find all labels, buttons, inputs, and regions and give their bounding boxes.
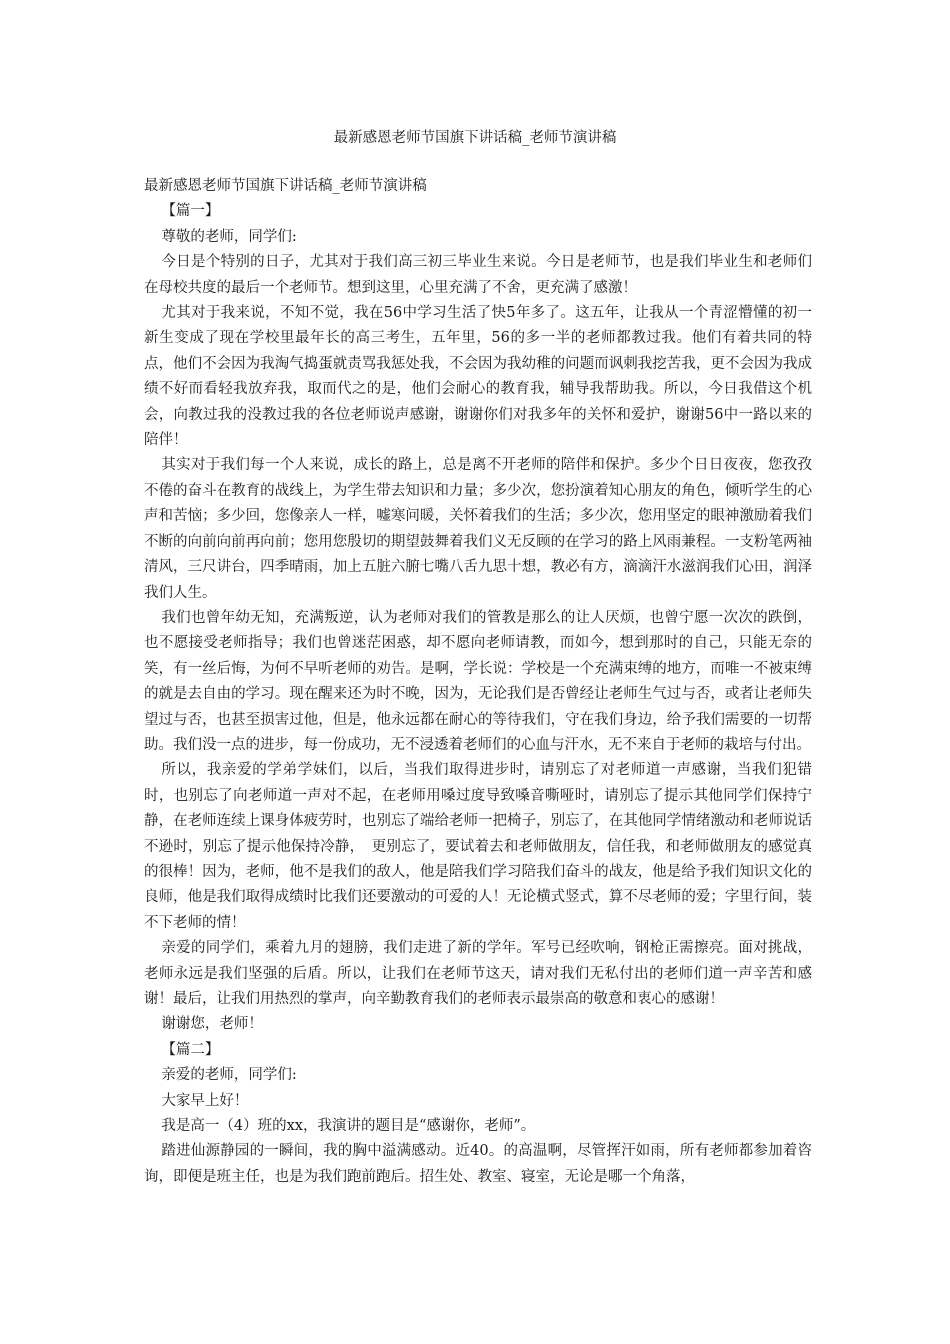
paragraph: 亲爱的同学们，乘着九月的翅膀，我们走进了新的学年。军号已经吹响，钢枪正需擦亮。面对挑战，老师永远是我们坚强的后盾。所以，让我们在老师节这天，请对我们无私付出的老师们道一声辛苦和感谢！最后，让我们用热烈的掌声，向辛勤教育我们的老师表示最崇高的敬意和衷心的感谢！ xyxy=(144,940,812,1007)
paragraph: 踏进仙源静园的一瞬间，我的胸中溢满感动。近40。的高温啊，尽管挥汗如雨，所有老师都参加着咨询，即便是班主任，也是为我们跑前跑后。招生处、教室、寝室，无论是哪一个角落， xyxy=(144,1143,812,1185)
paragraph: 今日是个特别的日子，尤其对于我们高三初三毕业生来说。今日是老师节，也是我们毕业生和老师们在母校共度的最后一个老师节。想到这里，心里充满了不舍，更充满了感激！ xyxy=(144,254,812,296)
paragraph: 所以，我亲爱的学弟学妹们，以后，当我们取得进步时，请别忘了对老师道一声感谢，当我们犯错时，也别忘了向老师道一声对不起，在老师用嗓过度导致嗓音嘶哑时，请别忘了提示其他同学们保持宁静，在老师连续上课身体疲劳时，也别忘了端给老师一把椅子，别忘了，在其他同学情绪激动和老师说话不逊时，别忘了提示他保持冷静， 更别忘了，要试着去和老师做朋友，信任我，和老师做朋友的感觉真的很棒！因为，老师，他不是我们的敌人，他是陪我们学习陪我们奋斗的战友，他是给予我们知识文化的良师，他是我们取得成绩时比我们还要激动的可爱的人！无论横式竖式，算不尽老师的爱；字里行间，装不下老师的情！ xyxy=(144,762,812,931)
document-title: 最新感恩老师节国旗下讲话稿_老师节演讲稿 xyxy=(333,130,617,146)
paragraph: 我们也曾年幼无知，充满叛逆，认为老师对我们的管教是那么的让人厌烦，也曾宁愿一次次的跌倒，也不愿接受老师指导；我们也曾迷茫困惑，却不愿向老师请教，而如今，想到那时的自己，只能无奈的笑，有一丝后悔，为何不早听老师的劝告。是啊，学长说：学校是一个充满束缚的地方，而唯一不被束缚的就是去自由的学习。现在醒来还为时不晚，因为，无论我们是否曾经让老师生气过与否，或者让老师失望过与否，也甚至损害过他，但是，他永远都在耐心的等待我们，守在我们身边，给予我们需要的一切帮助。我们没一点的进步，每一份成功，无不浸透着老师们的心血与汗水，无不来自于老师的栽培与付出。 xyxy=(144,609,812,753)
section-heading-part2: 【篇二】 xyxy=(161,1041,220,1058)
section-heading-part1: 【篇一】 xyxy=(161,203,220,220)
salutation-part2: 亲爱的老师，同学们: xyxy=(161,1067,297,1084)
document-body xyxy=(144,174,812,1190)
document-subtitle: 最新感恩老师节国旗下讲话稿_老师节演讲稿 xyxy=(144,178,427,194)
paragraph: 尤其对于我来说，不知不觉，我在56中学习生活了快5年多了。这五年，让我从一个青涩懵懂的初一新生变成了现在学校里最年长的高三考生，五年里，56的多一半的老师都教过我。他们有着共同的特点，他们不会因为我淘气捣蛋就责骂我惩处我，不会因为我幼稚的问题而讽刺我挖苦我，更不会因为我成绩不好而看轻我放弃我，取而代之的是，他们会耐心的教育我，辅导我帮助我。所以，今日我借这个机会，向教过我的没教过我的各位老师说声感谢，谢谢你们对我多年的关怀和爱护，谢谢56中一路以来的陪伴！ xyxy=(144,305,812,449)
greeting-part2: 大家早上好！ xyxy=(161,1092,249,1109)
closing-line-part1: 谢谢您，老师！ xyxy=(161,1016,263,1033)
paragraph: 其实对于我们每一个人来说，成长的路上，总是离不开老师的陪伴和保护。多少个日日夜夜，您孜孜不倦的奋斗在教育的战线上，为学生带去知识和力量；多少次，您扮演着知心朋友的角色，倾听学生的心声和苦恼；多少回，您像亲人一样，嘘寒问暖，关怀着我们的生活；多少次，您用坚定的眼神激励着我们不断的向前向前再向前；您用您殷切的期望鼓舞着我们义无反顾的在学习的路上风雨兼程。一支粉笔两袖清风，三尺讲台，四季晴雨，加上五脏六腑七嘴八舌九思十想，教必有方，滴滴汗水滋润我们心田，润泽我们人生。 xyxy=(144,457,812,601)
intro-part2: 我是高一（4）班的xx，我演讲的题目是“感谢你，老师”。 xyxy=(161,1118,536,1135)
salutation-part1: 尊敬的老师，同学们: xyxy=(161,228,297,245)
